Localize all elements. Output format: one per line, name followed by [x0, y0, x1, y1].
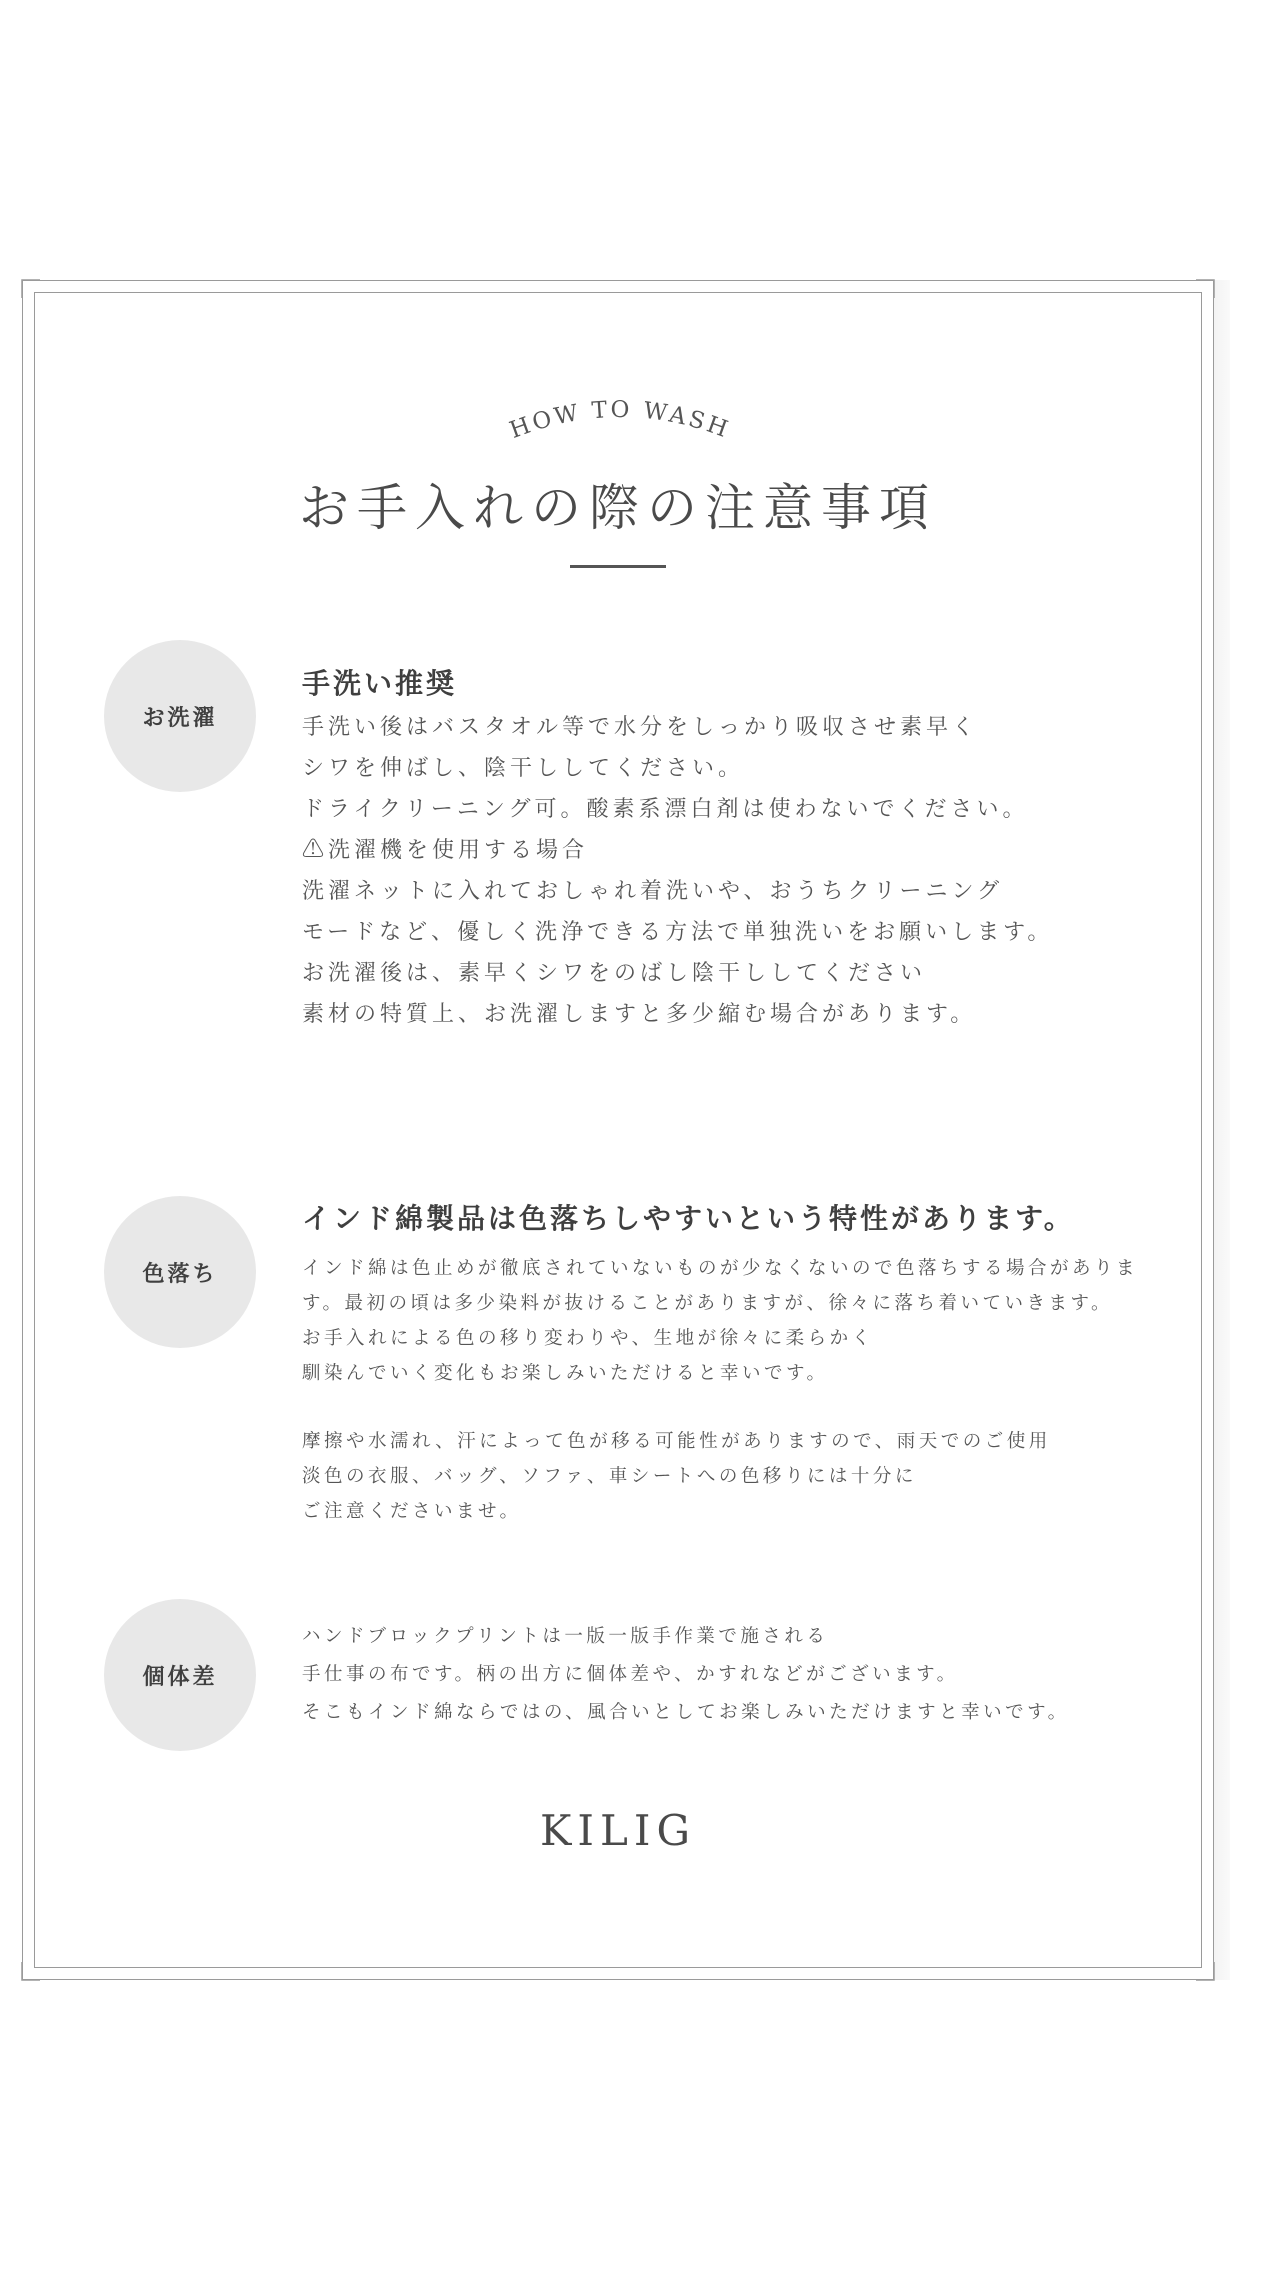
section-body-individual-differences [302, 1618, 1182, 1732]
badge-individual-differences: 個体差 [104, 1599, 256, 1751]
corner-ornament [1196, 1962, 1218, 1984]
body-line: 淡色の衣服、バッグ、ソファ、車シートへの色移りには十分に [302, 1466, 917, 1487]
body-line: お洗濯後は、素早くシワをのばし陰干ししてください [302, 961, 927, 986]
corner-ornament [18, 1962, 40, 1984]
body-line: シワを伸ばし、陰干ししてください。 [302, 756, 745, 781]
body-line: お手入れによる色の移り変わりや、生地が徐々に柔らかく [302, 1328, 874, 1349]
body-line: 馴染んでいく変化もお楽しみいただけると幸いです。 [302, 1363, 829, 1384]
corner-ornament [18, 276, 40, 298]
section-body-laundry [302, 707, 1182, 1035]
title-divider [570, 565, 666, 568]
body-line: ご注意くださいませ。 [302, 1501, 522, 1522]
body-line: 手洗い後はバスタオル等で水分をしっかり吸収させ素早く [302, 715, 979, 740]
section-body-color-fading [302, 1251, 1182, 1529]
section-heading-color-fading: インド綿製品は色落ちしやすいという特性があります。 [302, 1202, 1075, 1235]
corner-ornament [1196, 276, 1218, 298]
body-line: す。最初の頃は多少染料が抜けることがありますが、徐々に落ち着いていきます。 [302, 1293, 1114, 1314]
body-line: そこもインド綿ならではの、風合いとしてお楽しみいただけますと幸いです。 [302, 1702, 1070, 1723]
subtitle-text: HOW TO WASH [506, 396, 734, 444]
section-heading-laundry: 手洗い推奨 [302, 667, 458, 700]
body-line: 素材の特質上、お洗濯しますと多少縮む場合があります。 [302, 1002, 977, 1027]
body-line: ドライクリーニング可。酸素系漂白剤は使わないでください。 [302, 797, 1029, 822]
svg-text:HOW TO WASH [506, 397, 733, 444]
badge-laundry: お洗濯 [104, 640, 256, 792]
badge-color-fading: 色落ち [104, 1196, 256, 1348]
page-title: お手入れの際の注意事項 [299, 479, 937, 537]
brand-logo: KILIG [540, 1806, 696, 1855]
body-line: 手仕事の布です。柄の出方に個体差や、かすれなどがございます。 [302, 1664, 959, 1685]
body-line: モードなど、優しく洗浄できる方法で単独洗いをお願いします。 [302, 920, 1054, 945]
body-line: ⚠洗濯機を使用する場合 [302, 838, 589, 863]
body-line-spacer [302, 1391, 1182, 1424]
body-line: インド綿は色止めが徹底されていないものが少なくないので色落ちする場合がありま [302, 1258, 1139, 1279]
body-line: ハンドブロックプリントは一版一版手作業で施される [302, 1626, 829, 1647]
body-line: 摩擦や水濡れ、汗によって色が移る可能性がありますので、雨天でのご使用 [302, 1431, 1051, 1452]
body-line: 洗濯ネットに入れておしゃれ着洗いや、おうちクリーニング [302, 879, 1004, 904]
how-to-wash-subtitle [470, 372, 770, 462]
